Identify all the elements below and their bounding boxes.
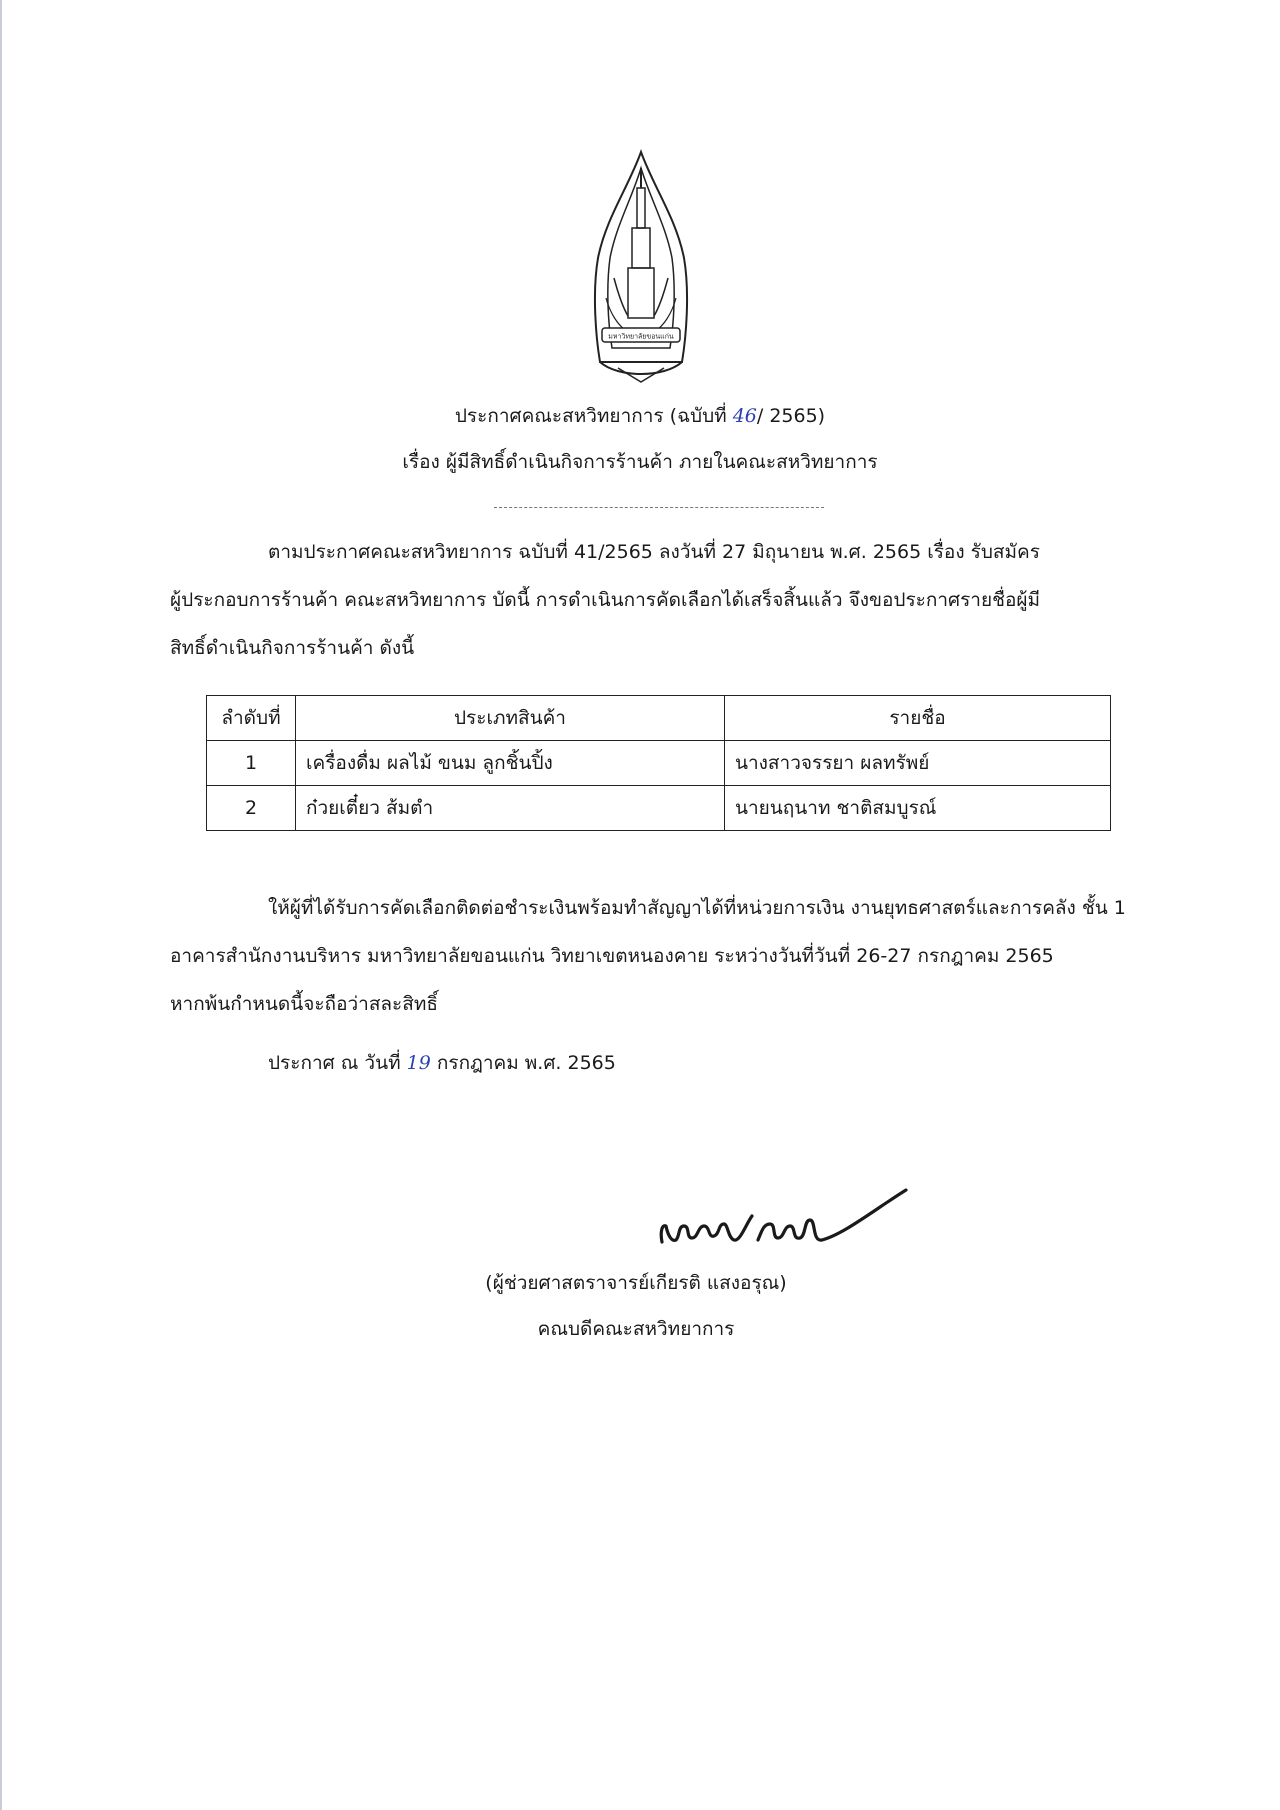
- title-suffix: / 2565): [756, 405, 826, 427]
- university-emblem-logo: [588, 148, 694, 386]
- title-number-handwritten: 46: [732, 405, 757, 427]
- selection-results-table: [206, 695, 1111, 831]
- instruction-line-1: ให้ผู้ที่ได้รับการคัดเลือกติดต่อชำระเงินพร้อมทำสัญญาได้ที่หน่วยการเงิน งานยุทธศาสตร์และการคลัง ชั้น 1: [268, 897, 1126, 919]
- row-product-type: เครื่องดื่ม ผลไม้ ขนม ลูกชิ้นปิ้ง: [296, 741, 725, 786]
- announcement-title: [0, 401, 1280, 431]
- row-name: นายนฤนาท ชาติสมบูรณ์: [725, 786, 1111, 831]
- date-prefix: ประกาศ ณ วันที่: [268, 1052, 401, 1074]
- date-suffix: กรกฎาคม พ.ศ. 2565: [436, 1052, 616, 1074]
- table-row: [207, 741, 1111, 786]
- header-product-type: ประเภทสินค้า: [296, 696, 725, 741]
- emblem-text: มหาวิทยาลัยขอนแก่น: [608, 332, 674, 341]
- intro-line-2: ผู้ประกอบการร้านค้า คณะสหวิทยาการ บัดนี้ การดำเนินการคัดเลือกได้เสร็จสิ้นแล้ว จึงขอประกาศรายชื่อผู้มี: [170, 589, 1041, 611]
- row-order: 1: [207, 741, 296, 786]
- table-header-row: [207, 696, 1111, 741]
- header-order: ลำดับที่: [207, 696, 296, 741]
- header-name: รายชื่อ: [725, 696, 1111, 741]
- scan-edge: [0, 0, 2, 1810]
- row-name: นางสาวจรรยา ผลทรัพย์: [725, 741, 1111, 786]
- intro-line-3: สิทธิ์ดำเนินกิจการร้านค้า ดังนี้: [170, 637, 415, 659]
- instruction-line-3: หากพ้นกำหนดนี้จะถือว่าสละสิทธิ์: [170, 993, 438, 1015]
- announcement-date: [268, 1048, 616, 1078]
- table-row: [207, 786, 1111, 831]
- handwritten-signature: [654, 1180, 914, 1260]
- instruction-paragraph: [170, 884, 1142, 1028]
- title-separator: [494, 507, 824, 508]
- row-product-type: ก๋วยเตี๋ยว ส้มตำ: [296, 786, 725, 831]
- date-day-handwritten: 19: [406, 1052, 431, 1074]
- intro-paragraph: [170, 528, 1142, 672]
- intro-line-1: ตามประกาศคณะสหวิทยาการ ฉบับที่ 41/2565 ลงวันที่ 27 มิถุนายน พ.ศ. 2565 เรื่อง รับสมัคร: [268, 541, 1040, 563]
- row-order: 2: [207, 786, 296, 831]
- signer-position: คณบดีคณะสหวิทยาการ: [537, 1318, 735, 1340]
- signer-name: (ผู้ช่วยศาสตราจารย์เกียรติ แสงอรุณ): [485, 1272, 787, 1294]
- title-prefix: ประกาศคณะสหวิทยาการ (ฉบับที่: [454, 405, 727, 427]
- instruction-line-2: อาคารสำนักงานบริหาร มหาวิทยาลัยขอนแก่น วิทยาเขตหนองคาย ระหว่างวันที่วันที่ 26-27 กรกฎาคม 2565: [170, 945, 1054, 967]
- announcement-subject: เรื่อง ผู้มีสิทธิ์ดำเนินกิจการร้านค้า ภายในคณะสหวิทยาการ: [402, 451, 878, 473]
